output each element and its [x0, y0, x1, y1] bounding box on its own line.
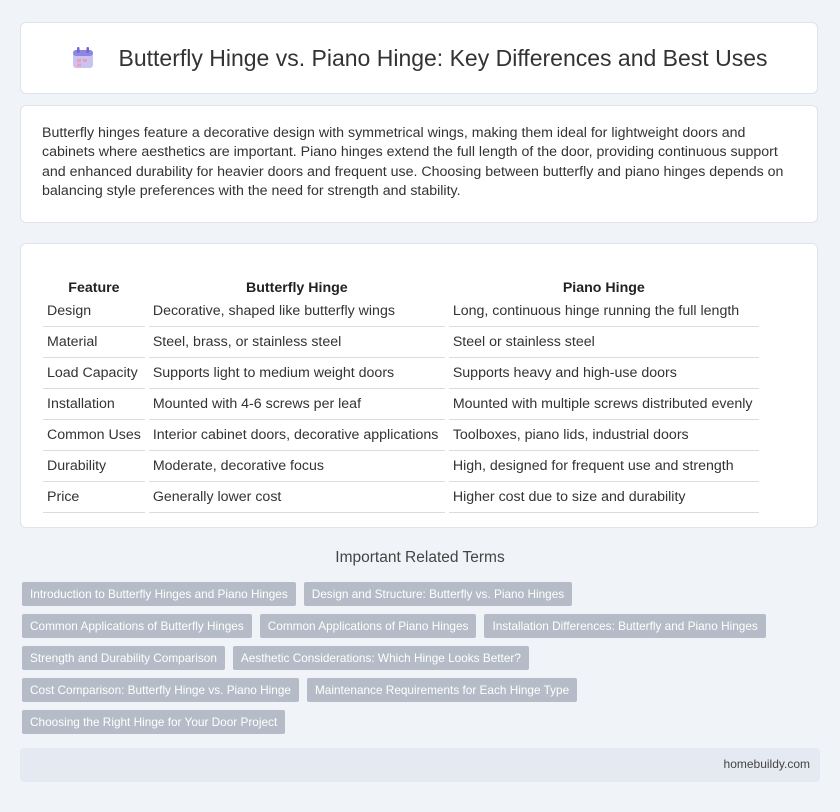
table-cell: Supports heavy and high-use doors [449, 358, 759, 389]
intro-card [20, 105, 818, 223]
table-row [43, 420, 759, 451]
table-cell: Steel or stainless steel [449, 327, 759, 358]
related-term-link[interactable]: Installation Differences: Butterfly and Piano Hinges [484, 614, 765, 638]
footer [20, 748, 820, 782]
table-cell: Common Uses [43, 420, 145, 451]
table-cell: Long, continuous hinge running the full length [449, 296, 759, 327]
table-cell: Durability [43, 451, 145, 482]
table-row [43, 482, 759, 513]
title-card [20, 22, 818, 94]
related-term-link[interactable]: Design and Structure: Butterfly vs. Piano Hinges [304, 582, 572, 606]
table-cell: Interior cabinet doors, decorative applications [149, 420, 445, 451]
related-term-link[interactable]: Introduction to Butterfly Hinges and Piano Hinges [22, 582, 296, 606]
table-cell: Moderate, decorative focus [149, 451, 445, 482]
tag-row [22, 678, 822, 702]
table-cell: Material [43, 327, 145, 358]
table-cell: Mounted with multiple screws distributed evenly [449, 389, 759, 420]
related-terms-title: Important Related Terms [335, 549, 505, 566]
related-term-link[interactable]: Common Applications of Piano Hinges [260, 614, 477, 638]
table-row [43, 327, 759, 358]
page-title: Butterfly Hinge vs. Piano Hinge: Key Differences and Best Uses [118, 44, 768, 71]
footer-site[interactable]: homebuildy.com [723, 757, 810, 771]
table-cell: Decorative, shaped like butterfly wings [149, 296, 445, 327]
header-feature: Feature [68, 280, 120, 296]
related-term-link[interactable]: Strength and Durability Comparison [22, 646, 225, 670]
calendar-icon [70, 45, 96, 71]
comparison-table-card [20, 243, 818, 528]
table-cell: Toolboxes, piano lids, industrial doors [449, 420, 759, 451]
table-cell: Design [43, 296, 145, 327]
related-term-link[interactable]: Maintenance Requirements for Each Hinge Type [307, 678, 577, 702]
table-header-row [43, 264, 759, 296]
table-row [43, 296, 759, 327]
table-cell: Supports light to medium weight doors [149, 358, 445, 389]
table-cell: Mounted with 4-6 screws per leaf [149, 389, 445, 420]
comparison-table [39, 264, 763, 513]
table-cell: Installation [43, 389, 145, 420]
table-row [43, 451, 759, 482]
related-terms-list [22, 582, 822, 742]
table-cell: Higher cost due to size and durability [449, 482, 759, 513]
tag-row [22, 614, 822, 638]
related-term-link[interactable]: Aesthetic Considerations: Which Hinge Looks Better? [233, 646, 529, 670]
intro-text: Butterfly hinges feature a decorative design with symmetrical wings, making them ideal for lightweight doors and cabinets where aesthetics are important. Piano hinges extend the full length of the door, providing continuous support and enhanced durability for heavier doors and frequent use. Choosing between butterfly and piano hinges depends on balancing style preferences with the need for strength and stability. [42, 125, 784, 199]
table-row [43, 389, 759, 420]
table-cell: Load Capacity [43, 358, 145, 389]
table-cell: Steel, brass, or stainless steel [149, 327, 445, 358]
header-butterfly-hinge: Butterfly Hinge [245, 280, 348, 296]
table-cell: Price [43, 482, 145, 513]
tag-row [22, 710, 822, 734]
tag-row [22, 582, 822, 606]
tag-row [22, 646, 822, 670]
related-term-link[interactable]: Common Applications of Butterfly Hinges [22, 614, 252, 638]
header-piano-hinge: Piano Hinge [562, 280, 645, 296]
related-term-link[interactable]: Choosing the Right Hinge for Your Door Project [22, 710, 285, 734]
table-cell: High, designed for frequent use and strength [449, 451, 759, 482]
table-row [43, 358, 759, 389]
table-cell: Generally lower cost [149, 482, 445, 513]
related-term-link[interactable]: Cost Comparison: Butterfly Hinge vs. Piano Hinge [22, 678, 299, 702]
